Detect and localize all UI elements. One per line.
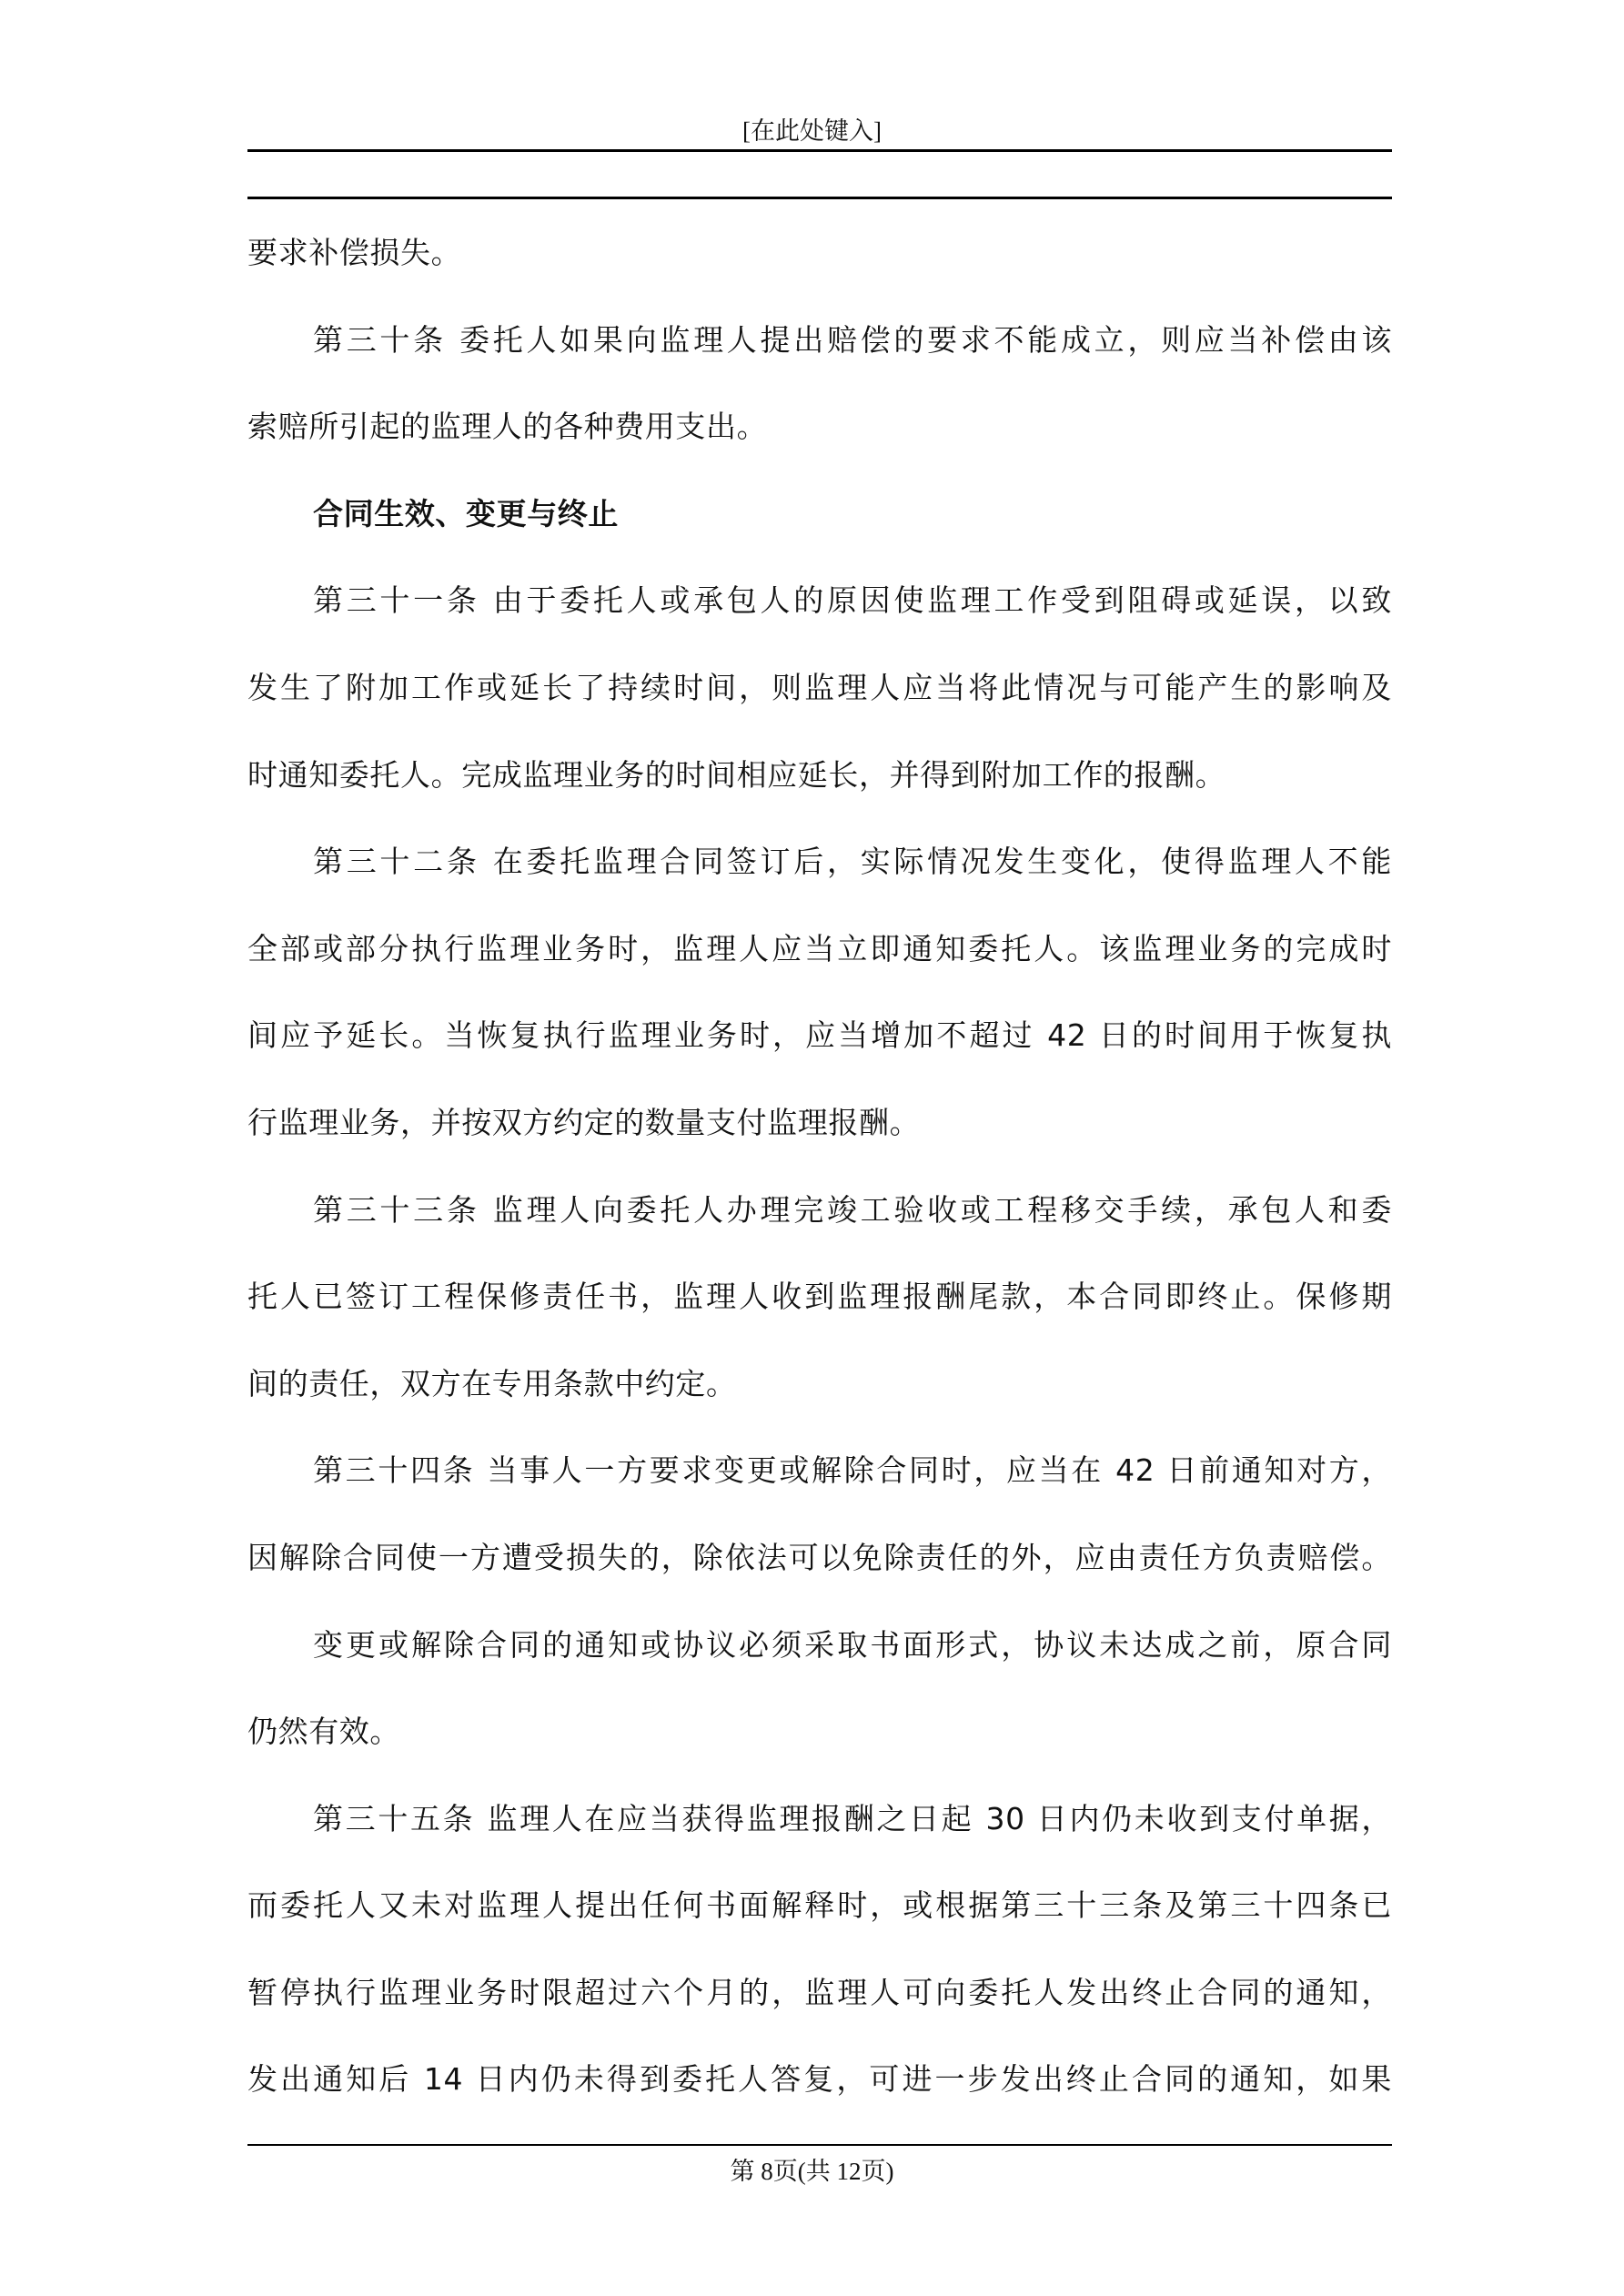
text-line: 间应予延长。当恢复执行监理业务时，应当增加不超过 42 日的时间用于恢复执: [247, 1017, 1392, 1054]
text-line: 发出通知后 14 日内仍未得到委托人答复，可进一步发出终止合同的通知，如果: [247, 2061, 1392, 2098]
document-body: [247, 209, 1392, 2123]
text-line: 因解除合同使一方遭受损失的，除依法可以免除责任的外，应由责任方负责赔偿。: [247, 1539, 1392, 1575]
text-line: 间的责任，双方在专用条款中约定。: [247, 1365, 737, 1401]
text-line: 第三十三条 监理人向委托人办理完竣工验收或工程移交手续，承包人和委: [313, 1191, 1392, 1228]
text-line: 索赔所引起的监理人的各种费用支出。: [247, 409, 768, 445]
page-header: [在此处键入]: [742, 117, 882, 145]
text-line: 仍然有效。: [247, 1714, 400, 1750]
text-line: 行监理业务，并按双方约定的数量支付监理报酬。: [247, 1104, 921, 1140]
text-line: 暂停执行监理业务时限超过六个月的，监理人可向委托人发出终止合同的通知，: [247, 1974, 1392, 2010]
header-rule-top: [247, 149, 1392, 152]
text-line: 托人已签订工程保修责任书，监理人收到监理报酬尾款，本合同即终止。保修期: [247, 1279, 1392, 1315]
text-line: 发生了附加工作或延长了持续时间，则监理人应当将此情况与可能产生的影响及: [247, 669, 1392, 705]
section-heading: 合同生效、变更与终止: [313, 495, 619, 531]
text-line: 变更或解除合同的通知或协议必须采取书面形式，协议未达成之前，原合同: [313, 1626, 1392, 1663]
text-line: 第三十条 委托人如果向监理人提出赔偿的要求不能成立，则应当补偿由该: [313, 321, 1392, 358]
text-line: 时通知委托人。完成监理业务的时间相应延长，并得到附加工作的报酬。: [247, 756, 1226, 793]
text-line: 要求补偿损失。: [247, 235, 462, 270]
header-rule-bottom: [247, 197, 1392, 199]
text-line: 而委托人又未对监理人提出任何书面解释时，或根据第三十三条及第三十四条已: [247, 1887, 1392, 1924]
text-line: 全部或部分执行监理业务时，监理人应当立即通知委托人。该监理业务的完成时: [247, 930, 1392, 966]
text-line: 第三十五条 监理人在应当获得监理报酬之日起 30 日内仍未收到支付单据，: [313, 1800, 1392, 1836]
text-line: 第三十一条 由于委托人或承包人的原因使监理工作受到阻碍或延误，以致: [313, 582, 1392, 619]
text-line: 第三十四条 当事人一方要求变更或解除合同时，应当在 42 日前通知对方，: [313, 1452, 1392, 1489]
page-footer: 第 8页(共 12页): [730, 2158, 894, 2185]
footer-rule: [247, 2144, 1392, 2146]
text-line: 第三十二条 在委托监理合同签订后，实际情况发生变化，使得监理人不能: [313, 844, 1392, 880]
